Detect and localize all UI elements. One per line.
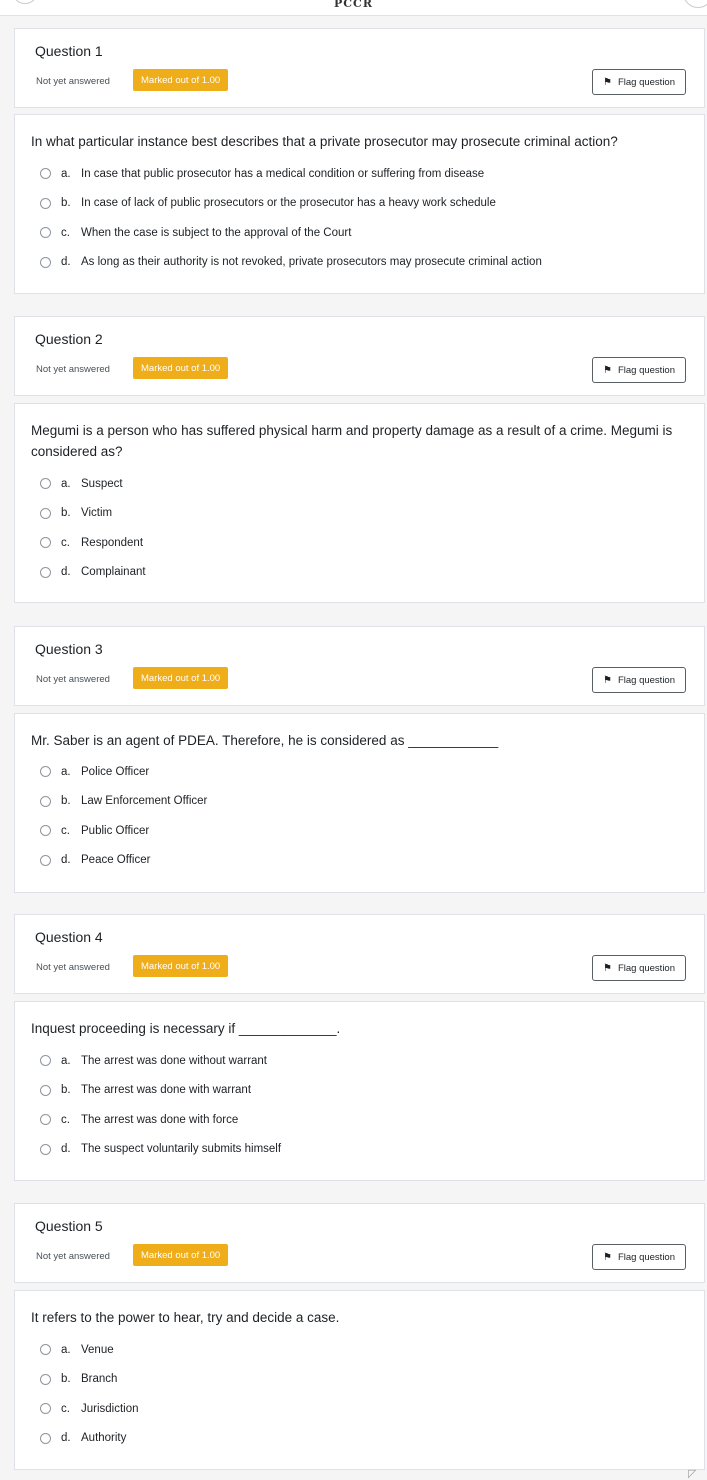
answer-option-d[interactable]: d. As long as their authority is not revoked, private prosecutors may prosecute criminal action [40,248,686,278]
cursor-arrow-icon: ◸ [688,1468,697,1480]
question-state: Not yet answered [36,364,110,375]
flag-question-button[interactable] [592,667,686,693]
radio-button[interactable] [40,1374,51,1385]
question-title: Question 1 [35,43,103,59]
answer-option-a[interactable]: a. Suspect [40,469,686,499]
answer-option-a[interactable]: a. The arrest was done without warrant [40,1046,686,1076]
answer-option-b[interactable]: b. In case of lack of public prosecutors or the prosecutor has a heavy work schedule [40,189,686,219]
flag-question-label: Flag question [617,674,675,686]
radio-button[interactable] [40,168,51,179]
answer-list [40,1046,686,1164]
answer-option-b[interactable]: b. Branch [40,1365,686,1395]
flag-question-label: Flag question [617,1251,675,1263]
answer-list [40,469,686,587]
flag-icon: ⚑ [602,1251,612,1263]
answer-option-c[interactable]: c. The arrest was done with force [40,1105,686,1135]
radio-button[interactable] [40,766,51,777]
grade-badge: Marked out of 1.00 [133,667,228,689]
radio-button[interactable] [40,227,51,238]
radio-button[interactable] [40,1403,51,1414]
question-4-info [14,914,705,994]
radio-button[interactable] [40,1144,51,1155]
flag-question-label: Flag question [617,76,675,88]
flag-icon: ⚑ [602,364,612,376]
radio-button[interactable] [40,825,51,836]
grade-badge: Marked out of 1.00 [133,955,228,977]
question-text: In what particular instance best describes that a private prosecutor may prosecute criminal action? [31,134,618,149]
question-text: Mr. Saber is an agent of PDEA. Therefore, he is considered as ____________ [31,733,499,748]
radio-button[interactable] [40,567,51,578]
answer-list [40,757,686,875]
answer-option-c[interactable]: c. Public Officer [40,816,686,846]
answer-option-a[interactable]: a. In case that public prosecutor has a medical condition or suffering from disease [40,159,686,189]
question-1-content [14,114,705,294]
flag-icon: ⚑ [602,674,612,686]
answer-option-d[interactable]: d. Complainant [40,558,686,588]
radio-button[interactable] [40,1085,51,1096]
radio-button[interactable] [40,257,51,268]
question-state: Not yet answered [36,1251,110,1262]
flag-question-button[interactable] [592,69,686,95]
radio-button[interactable] [40,1114,51,1125]
radio-button[interactable] [40,198,51,209]
question-4-content [14,1001,705,1181]
question-state: Not yet answered [36,962,110,973]
answer-option-d[interactable]: d. The suspect voluntarily submits himself [40,1135,686,1165]
top-navbar [0,0,707,16]
answer-option-c[interactable]: c. Respondent [40,528,686,558]
flag-question-label: Flag question [617,364,675,376]
answer-option-d[interactable]: d. Peace Officer [40,846,686,876]
question-title: Question 3 [35,641,103,657]
answer-list [40,1335,686,1453]
radio-button[interactable] [40,508,51,519]
answer-option-b[interactable]: b. Victim [40,499,686,529]
radio-button[interactable] [40,537,51,548]
question-3-info [14,626,705,706]
grade-badge: Marked out of 1.00 [133,1244,228,1266]
answer-option-d[interactable]: d. Authority [40,1424,686,1454]
flag-icon: ⚑ [602,962,612,974]
flag-icon: ⚑ [602,76,612,88]
flag-question-button[interactable] [592,357,686,383]
question-title: Question 2 [35,331,103,347]
question-2-content [14,403,705,603]
question-text: Megumi is a person who has suffered physical harm and property damage as a result of a crime. Megumi is considered as? [31,423,673,459]
question-text: It refers to the power to hear, try and decide a case. [31,1310,340,1325]
question-5-info [14,1203,705,1283]
question-2-info [14,316,705,396]
answer-option-c[interactable]: c. When the case is subject to the approval of the Court [40,218,686,248]
question-5-content [14,1290,705,1470]
radio-button[interactable] [40,855,51,866]
answer-option-b[interactable]: b. Law Enforcement Officer [40,787,686,817]
question-1-info [14,28,705,108]
question-state: Not yet answered [36,76,110,87]
radio-button[interactable] [40,1433,51,1444]
answer-option-a[interactable]: a. Venue [40,1335,686,1365]
question-text: Inquest proceeding is necessary if _____________. [31,1021,341,1036]
flag-question-label: Flag question [617,962,675,974]
question-state: Not yet answered [36,674,110,685]
radio-button[interactable] [40,1055,51,1066]
grade-badge: Marked out of 1.00 [133,357,228,379]
flag-question-button[interactable] [592,955,686,981]
answer-list [40,159,686,277]
radio-button[interactable] [40,796,51,807]
question-title: Question 4 [35,929,103,945]
grade-badge: Marked out of 1.00 [133,69,228,91]
brand-logo-text: PCCR [334,0,373,10]
question-title: Question 5 [35,1218,103,1234]
flag-question-button[interactable] [592,1244,686,1270]
radio-button[interactable] [40,1344,51,1355]
answer-option-b[interactable]: b. The arrest was done with warrant [40,1076,686,1106]
answer-option-a[interactable]: a. Police Officer [40,757,686,787]
radio-button[interactable] [40,478,51,489]
question-3-content [14,713,705,893]
answer-option-c[interactable]: c. Jurisdiction [40,1394,686,1424]
